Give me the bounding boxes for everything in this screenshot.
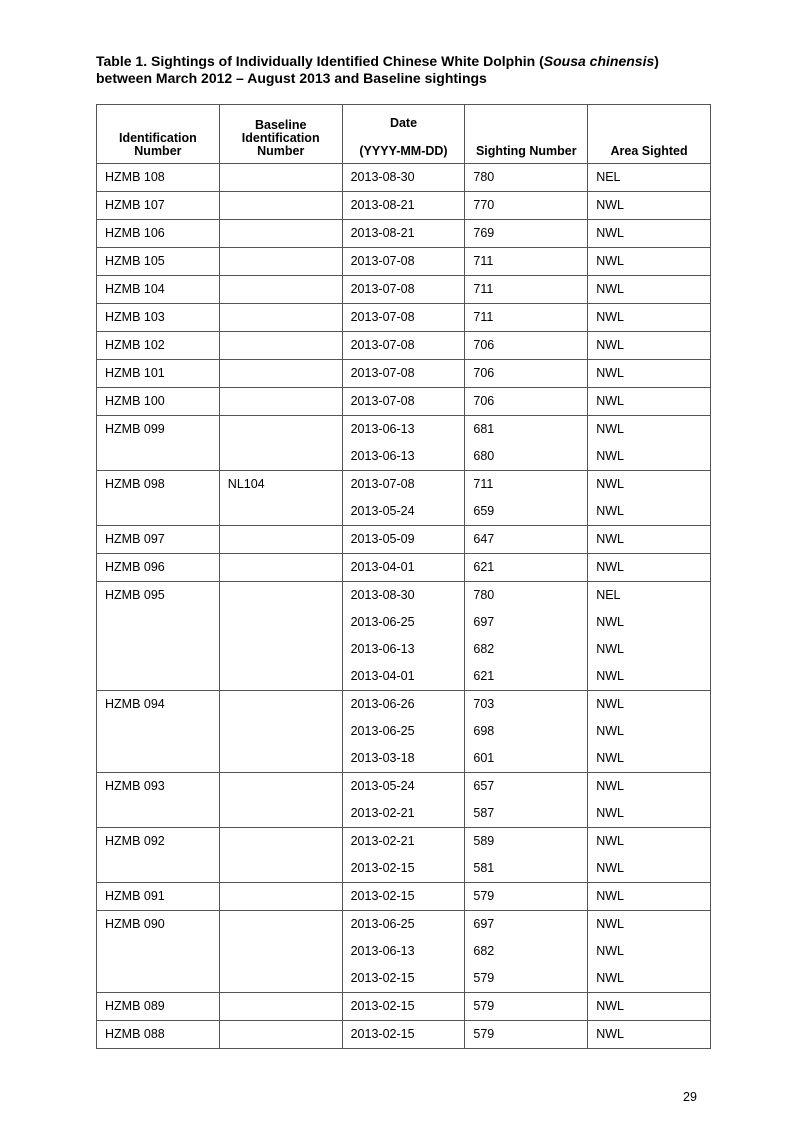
cell-date: 2013-02-21 (342, 800, 465, 828)
cell-date: 2013-08-21 (342, 192, 465, 220)
cell-sighting-number: 769 (465, 220, 588, 248)
cell-baseline-identification-number (219, 276, 342, 304)
cell-baseline-identification-number (219, 416, 342, 471)
header-date-format: (YYYY-MM-DD) (359, 144, 448, 158)
cell-area-sighted: NWL (588, 304, 711, 332)
cell-date: 2013-07-08 (342, 388, 465, 416)
cell-baseline-identification-number (219, 248, 342, 276)
cell-area-sighted: NWL (588, 911, 711, 939)
header-date (342, 105, 465, 164)
cell-identification-number: HZMB 101 (97, 360, 220, 388)
cell-date: 2013-04-01 (342, 554, 465, 582)
cell-date: 2013-08-21 (342, 220, 465, 248)
cell-area-sighted: NEL (588, 582, 711, 610)
cell-baseline-identification-number (219, 220, 342, 248)
cell-area-sighted: NWL (588, 609, 711, 636)
cell-date: 2013-02-21 (342, 828, 465, 856)
table-row (97, 276, 711, 304)
cell-area-sighted: NWL (588, 745, 711, 773)
cell-sighting-number: 711 (465, 276, 588, 304)
table-row (97, 416, 711, 444)
cell-sighting-number: 581 (465, 855, 588, 883)
cell-area-sighted: NWL (588, 663, 711, 691)
cell-date: 2013-06-13 (342, 443, 465, 471)
cell-baseline-identification-number (219, 773, 342, 828)
table-row (97, 691, 711, 719)
caption-suffix: ) (654, 53, 659, 69)
cell-baseline-identification-number (219, 164, 342, 192)
cell-sighting-number: 682 (465, 938, 588, 965)
table-row (97, 554, 711, 582)
cell-date: 2013-08-30 (342, 582, 465, 610)
cell-sighting-number: 659 (465, 498, 588, 526)
cell-area-sighted: NWL (588, 965, 711, 993)
cell-date: 2013-05-24 (342, 498, 465, 526)
cell-area-sighted: NWL (588, 332, 711, 360)
table-body (97, 164, 711, 1049)
cell-identification-number: HZMB 088 (97, 1021, 220, 1049)
table-row (97, 828, 711, 856)
cell-sighting-number: 780 (465, 582, 588, 610)
cell-sighting-number: 706 (465, 360, 588, 388)
cell-date: 2013-02-15 (342, 993, 465, 1021)
table-row (97, 526, 711, 554)
cell-identification-number: HZMB 089 (97, 993, 220, 1021)
cell-identification-number: HZMB 107 (97, 192, 220, 220)
cell-sighting-number: 647 (465, 526, 588, 554)
cell-identification-number: HZMB 104 (97, 276, 220, 304)
cell-sighting-number: 711 (465, 248, 588, 276)
table-row (97, 773, 711, 801)
header-sighting-number: Sighting Number (465, 105, 588, 164)
cell-area-sighted: NWL (588, 388, 711, 416)
cell-sighting-number: 706 (465, 332, 588, 360)
cell-sighting-number: 579 (465, 965, 588, 993)
cell-baseline-identification-number (219, 526, 342, 554)
cell-baseline-identification-number: NL104 (219, 471, 342, 526)
cell-sighting-number: 579 (465, 1021, 588, 1049)
cell-date: 2013-07-08 (342, 304, 465, 332)
header-identification-number: Identification Number (97, 105, 220, 164)
cell-sighting-number: 621 (465, 554, 588, 582)
table-row (97, 220, 711, 248)
cell-date: 2013-02-15 (342, 855, 465, 883)
header-row (97, 105, 711, 164)
cell-baseline-identification-number (219, 554, 342, 582)
cell-sighting-number: 657 (465, 773, 588, 801)
cell-date: 2013-07-08 (342, 360, 465, 388)
cell-identification-number: HZMB 105 (97, 248, 220, 276)
cell-area-sighted: NWL (588, 526, 711, 554)
cell-area-sighted: NWL (588, 248, 711, 276)
cell-identification-number: HZMB 100 (97, 388, 220, 416)
cell-identification-number: HZMB 094 (97, 691, 220, 773)
cell-identification-number: HZMB 098 (97, 471, 220, 526)
cell-area-sighted: NWL (588, 636, 711, 663)
cell-baseline-identification-number (219, 388, 342, 416)
cell-area-sighted: NWL (588, 498, 711, 526)
sightings-table (96, 104, 711, 1049)
cell-area-sighted: NWL (588, 276, 711, 304)
cell-area-sighted: NEL (588, 164, 711, 192)
cell-identification-number: HZMB 099 (97, 416, 220, 471)
cell-area-sighted: NWL (588, 718, 711, 745)
cell-sighting-number: 587 (465, 800, 588, 828)
cell-baseline-identification-number (219, 332, 342, 360)
table-row (97, 1021, 711, 1049)
cell-identification-number: HZMB 097 (97, 526, 220, 554)
cell-area-sighted: NWL (588, 416, 711, 444)
table-row (97, 388, 711, 416)
table-row (97, 360, 711, 388)
cell-sighting-number: 682 (465, 636, 588, 663)
cell-identification-number: HZMB 103 (97, 304, 220, 332)
cell-date: 2013-03-18 (342, 745, 465, 773)
cell-identification-number: HZMB 091 (97, 883, 220, 911)
cell-sighting-number: 579 (465, 993, 588, 1021)
cell-identification-number: HZMB 106 (97, 220, 220, 248)
cell-area-sighted: NWL (588, 471, 711, 499)
cell-area-sighted: NWL (588, 883, 711, 911)
cell-identification-number: HZMB 095 (97, 582, 220, 691)
cell-baseline-identification-number (219, 911, 342, 993)
cell-area-sighted: NWL (588, 443, 711, 471)
table-row (97, 192, 711, 220)
cell-date: 2013-07-08 (342, 471, 465, 499)
cell-baseline-identification-number (219, 192, 342, 220)
table-row (97, 471, 711, 499)
cell-sighting-number: 698 (465, 718, 588, 745)
cell-area-sighted: NWL (588, 773, 711, 801)
cell-area-sighted: NWL (588, 554, 711, 582)
cell-identification-number: HZMB 090 (97, 911, 220, 993)
cell-sighting-number: 680 (465, 443, 588, 471)
table-row (97, 911, 711, 939)
cell-date: 2013-06-25 (342, 911, 465, 939)
cell-area-sighted: NWL (588, 691, 711, 719)
cell-date: 2013-06-26 (342, 691, 465, 719)
table-row (97, 332, 711, 360)
cell-sighting-number: 703 (465, 691, 588, 719)
cell-baseline-identification-number (219, 582, 342, 691)
cell-area-sighted: NWL (588, 938, 711, 965)
cell-identification-number: HZMB 108 (97, 164, 220, 192)
table-row (97, 993, 711, 1021)
cell-area-sighted: NWL (588, 800, 711, 828)
cell-sighting-number: 770 (465, 192, 588, 220)
cell-identification-number: HZMB 093 (97, 773, 220, 828)
cell-identification-number: HZMB 092 (97, 828, 220, 883)
cell-date: 2013-06-13 (342, 938, 465, 965)
cell-area-sighted: NWL (588, 828, 711, 856)
header-date-label: Date (389, 116, 418, 130)
cell-area-sighted: NWL (588, 220, 711, 248)
cell-date: 2013-06-25 (342, 609, 465, 636)
cell-identification-number: HZMB 102 (97, 332, 220, 360)
cell-date: 2013-07-08 (342, 332, 465, 360)
cell-sighting-number: 579 (465, 883, 588, 911)
cell-sighting-number: 697 (465, 609, 588, 636)
caption-prefix: Table 1. Sightings of Individually Identified Chinese White Dolphin ( (96, 53, 544, 69)
table-row (97, 883, 711, 911)
cell-area-sighted: NWL (588, 993, 711, 1021)
cell-sighting-number: 681 (465, 416, 588, 444)
cell-baseline-identification-number (219, 883, 342, 911)
cell-area-sighted: NWL (588, 192, 711, 220)
cell-area-sighted: NWL (588, 1021, 711, 1049)
cell-area-sighted: NWL (588, 360, 711, 388)
caption-species: Sousa chinensis (543, 53, 655, 69)
cell-identification-number: HZMB 096 (97, 554, 220, 582)
cell-sighting-number: 697 (465, 911, 588, 939)
table-row (97, 164, 711, 192)
cell-sighting-number: 706 (465, 388, 588, 416)
cell-baseline-identification-number (219, 828, 342, 883)
cell-area-sighted: NWL (588, 855, 711, 883)
cell-date: 2013-02-15 (342, 883, 465, 911)
table-caption (96, 53, 736, 87)
header-area-sighted: Area Sighted (588, 105, 711, 164)
cell-date: 2013-02-15 (342, 965, 465, 993)
cell-sighting-number: 601 (465, 745, 588, 773)
cell-baseline-identification-number (219, 691, 342, 773)
table-row (97, 304, 711, 332)
cell-sighting-number: 711 (465, 471, 588, 499)
cell-date: 2013-07-08 (342, 248, 465, 276)
caption-line2: between March 2012 – August 2013 and Baseline sightings (96, 70, 487, 86)
cell-baseline-identification-number (219, 993, 342, 1021)
table-row (97, 248, 711, 276)
cell-date: 2013-06-13 (342, 416, 465, 444)
cell-date: 2013-08-30 (342, 164, 465, 192)
page-number: 29 (683, 1090, 697, 1104)
cell-sighting-number: 621 (465, 663, 588, 691)
cell-baseline-identification-number (219, 360, 342, 388)
table-row (97, 582, 711, 610)
cell-sighting-number: 780 (465, 164, 588, 192)
cell-date: 2013-06-25 (342, 718, 465, 745)
cell-sighting-number: 711 (465, 304, 588, 332)
cell-date: 2013-07-08 (342, 276, 465, 304)
cell-date: 2013-02-15 (342, 1021, 465, 1049)
cell-date: 2013-05-09 (342, 526, 465, 554)
cell-date: 2013-06-13 (342, 636, 465, 663)
cell-sighting-number: 589 (465, 828, 588, 856)
cell-baseline-identification-number (219, 1021, 342, 1049)
cell-baseline-identification-number (219, 304, 342, 332)
header-baseline-identification-number: Baseline Identification Number (219, 105, 342, 164)
cell-date: 2013-05-24 (342, 773, 465, 801)
cell-date: 2013-04-01 (342, 663, 465, 691)
